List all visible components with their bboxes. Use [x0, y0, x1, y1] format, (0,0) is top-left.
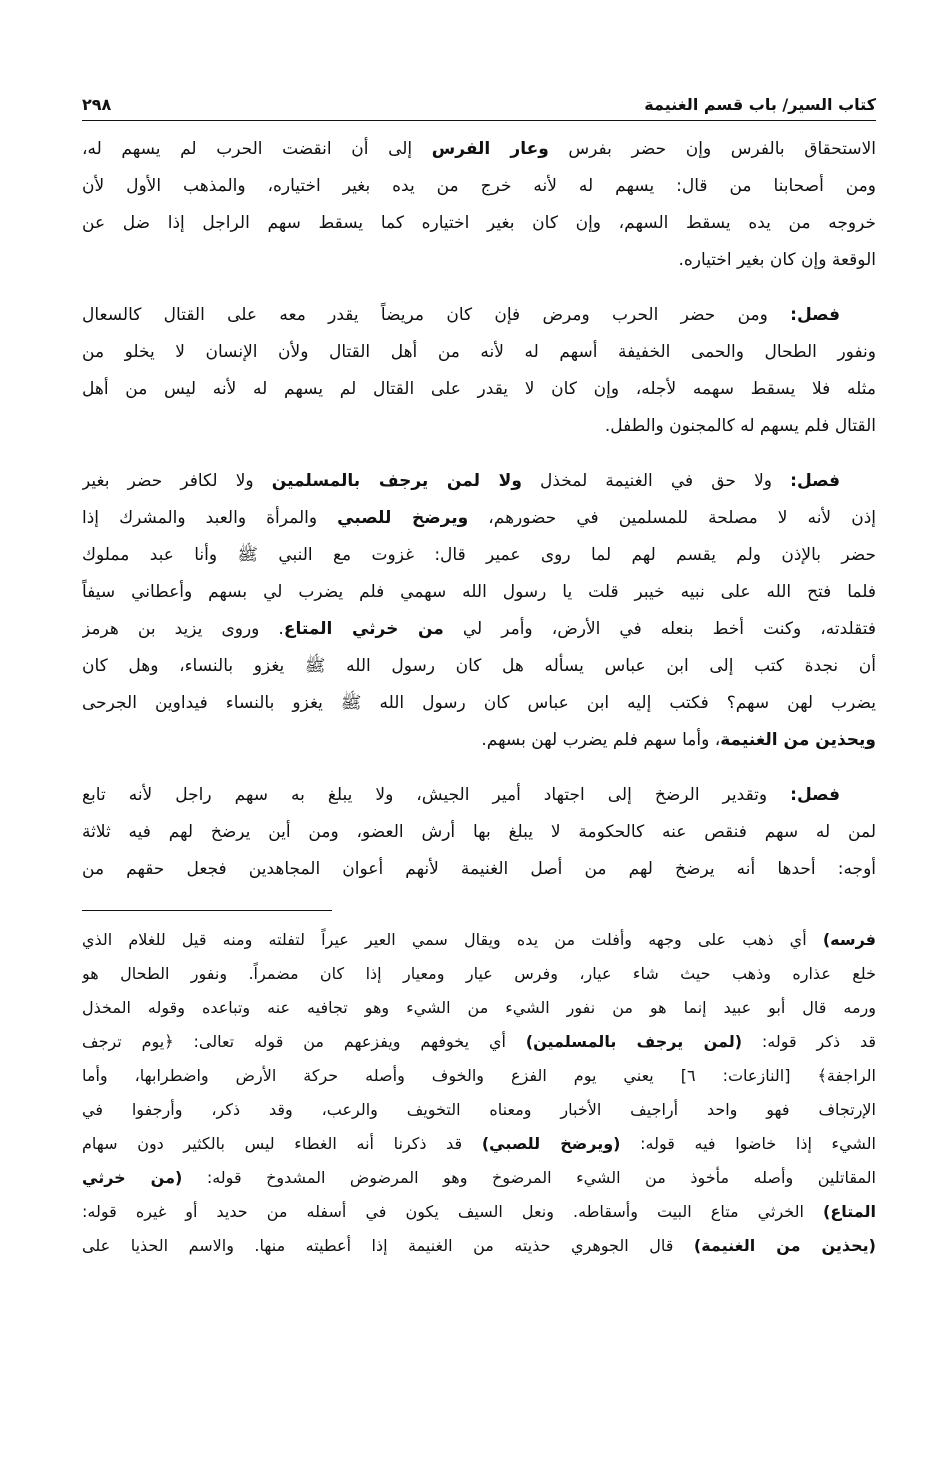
text-segment: الاستحقاق بالفرس وإن حضر بفرس	[548, 139, 876, 159]
text-segment: الشيء إذا خاضوا فيه قوله:	[620, 1134, 876, 1153]
text-segment: حضر بالإذن ولم يقسم لهم لما روى عمير قال: غزوت مع النبي ﷺ وأنا عبد مملوك	[82, 545, 876, 565]
text-segment: أي ذهب على وجهه وأفلت من يده ويقال سمي العير عيراً لتفلته ومنه قيل للغلام الذي	[82, 930, 823, 949]
text-segment: . وروى يزيد بن هرمز	[82, 619, 284, 639]
text-line	[82, 168, 876, 205]
text-segment: فتقلدته، وكنت أخط بنعله في الأرض، وأمر لي	[443, 619, 876, 639]
text-line	[82, 722, 876, 759]
header-rule	[82, 120, 876, 121]
text-segment: ومن حضر الحرب ومرض فإن كان مريضاً يقدر معه على القتال كالسعال	[82, 305, 791, 325]
text-line	[82, 574, 876, 611]
bold-term: المتاع)	[823, 1202, 876, 1221]
text-line	[82, 131, 876, 168]
footnote-line	[82, 1093, 876, 1127]
text-segment: مثله فلا يسقط سهمه لأجله، وإن كان لا يقدر على القتال لم يسهم له لأنه ليس من أهل	[82, 379, 876, 399]
text-segment: لمن له سهم فنقص عنه كالحكومة لا يبلغ بها أرش العضو، ومن أين يرضخ لهم فيه ثلاثة	[82, 822, 876, 842]
footnote-line	[82, 1025, 876, 1059]
bold-term: (يحذين من الغنيمة)	[693, 1236, 876, 1255]
footnote-line	[82, 991, 876, 1025]
text-segment: يضرب لهن سهم؟ فكتب إليه ابن عباس كان رسول الله ﷺ يغزو بالنساء فيداوين الجرحى	[82, 693, 876, 713]
text-segment: قد ذكرنا أنه الغطاء ليس بالكثير دون سهام	[82, 1134, 482, 1153]
text-line	[82, 685, 876, 722]
bold-term: فصل:	[790, 785, 840, 805]
bold-term: ويرضخ للصبي	[337, 508, 469, 528]
footnote-line	[82, 1127, 876, 1161]
text-line	[82, 851, 876, 888]
text-segment: ، وأما سهم فلم يضرب لهن بسهم.	[481, 730, 721, 750]
text-segment: وتقدير الرضخ إلى اجتهاد أمير الجيش، ولا يبلغ به سهم راجل لأنه تابع	[82, 785, 791, 805]
bold-term: ويحذين من الغنيمة	[720, 730, 876, 750]
page-number: ٢٩٨	[82, 95, 112, 114]
text-line	[82, 334, 876, 371]
text-segment: المقاتلين وأصله مأخوذ من الشيء المرضوخ وهو المرضوض المشدوخ قوله:	[182, 1168, 876, 1187]
text-segment: إذن لأنه لا مصلحة للمسلمين في حضورهم،	[468, 508, 876, 528]
text-segment: قال الجوهري حذيته من الغنيمة إذا أعطيته منها. والاسم الحذيا على	[82, 1236, 694, 1255]
bold-term: وعار الفرس	[431, 139, 549, 159]
text-line	[82, 611, 876, 648]
text-segment: قد ذكر قوله:	[742, 1032, 876, 1051]
text-segment: الوقعة وإن كان بغير اختياره.	[678, 250, 876, 270]
text-line	[82, 814, 876, 851]
text-segment: أي يخوفهم ويفزعهم من قوله تعالى: ﴿يوم ترجف	[82, 1032, 526, 1051]
paragraph	[82, 777, 876, 888]
text-segment: الإرتجاف فهو واحد أراجيف الأخبار ومعناه التخويف والرعب، وقد ذكر، وأرجفوا في	[82, 1100, 876, 1119]
text-line	[82, 463, 876, 500]
bold-term: من خرثي المتاع	[283, 619, 444, 639]
text-segment: أوجه: أحدها أنه يرضخ لهم من أصل الغنيمة لأنهم أعوان المجاهدين فجعل حقهم من	[82, 859, 876, 879]
text-line	[82, 500, 876, 537]
running-title: كتاب السير/ باب قسم الغنيمة	[644, 95, 876, 114]
footnotes	[82, 923, 876, 1263]
text-segment: الخرثي متاع البيت وأسقاطه. ونعل السيف يكون في أسفله من حديد أو غيره قوله:	[82, 1202, 823, 1221]
text-segment: ولا لكافر حضر بغير	[82, 471, 272, 491]
text-line	[82, 777, 876, 814]
book-page	[82, 84, 876, 1263]
bold-term: فرسه)	[822, 930, 876, 949]
text-segment: الراجفة﴾ [النازعات: ٦] يعني يوم الفزع والخوف وأصله حركة الأرض واضطرابها، وأما	[82, 1066, 876, 1085]
text-segment: والمرأة والعبد والمشرك إذا	[82, 508, 338, 528]
bold-term: (ويرضخ للصبي)	[481, 1134, 621, 1153]
text-segment: القتال فلم يسهم له كالمجنون والطفل.	[604, 416, 876, 436]
main-text	[82, 131, 876, 888]
bold-term: (من خرثي	[82, 1168, 183, 1187]
text-segment: ونفور الطحال والحمى الخفيفة أسهم له لأنه من أهل القتال ولأن الإنسان لا يخلو من	[82, 342, 876, 362]
footnote-line	[82, 1195, 876, 1229]
text-line	[82, 371, 876, 408]
text-segment: ولا حق في الغنيمة لمخذل	[521, 471, 791, 491]
text-line	[82, 242, 876, 279]
paragraph	[82, 131, 876, 279]
footnote-line	[82, 1161, 876, 1195]
bold-term: ولا لمن يرجف بالمسلمين	[271, 471, 522, 491]
text-segment: ورمه قال أبو عبيد إنما هو من نفور الشيء من الشيء وهو تجافيه عنه وتباعده وقوله المخذل	[82, 998, 876, 1017]
text-segment: خروجه من يده يسقط السهم، وإن كان بغير اختياره كما يسقط سهم الراجل إذا ضل عن	[82, 213, 876, 233]
text-line	[82, 537, 876, 574]
footnote-line	[82, 1229, 876, 1263]
footnote-line	[82, 923, 876, 957]
page-header	[82, 84, 876, 114]
text-segment: أن نجدة كتب إلى ابن عباس يسأله هل كان رسول الله ﷺ يغزو بالنساء، وهل كان	[82, 656, 876, 676]
text-segment: إلى أن انقضت الحرب لم يسهم له،	[82, 139, 432, 159]
text-segment: ومن أصحابنا من قال: يسهم له لأنه خرج من يده بغير اختياره، والمذهب الأول لأن	[82, 176, 876, 196]
text-segment: فلما فتح الله على نبيه خيبر قلت يا رسول الله سهمي فلم يضرب لي بسهم وأعطاني سيفاً	[82, 582, 876, 602]
text-segment: خلع عذاره وذهب حيث شاء عيار، وفرس عيار ومعيار إذا كان مضمراً. ونفور الطحال هو	[82, 964, 876, 983]
text-line	[82, 297, 876, 334]
bold-term: (لمن يرجف بالمسلمين)	[525, 1032, 743, 1051]
bold-term: فصل:	[790, 305, 840, 325]
footnote-line	[82, 1059, 876, 1093]
text-line	[82, 648, 876, 685]
text-line	[82, 408, 876, 445]
footnote-line	[82, 957, 876, 991]
paragraph	[82, 463, 876, 759]
text-line	[82, 205, 876, 242]
bold-term: فصل:	[790, 471, 840, 491]
paragraph	[82, 297, 876, 445]
footnote-separator	[82, 910, 332, 911]
